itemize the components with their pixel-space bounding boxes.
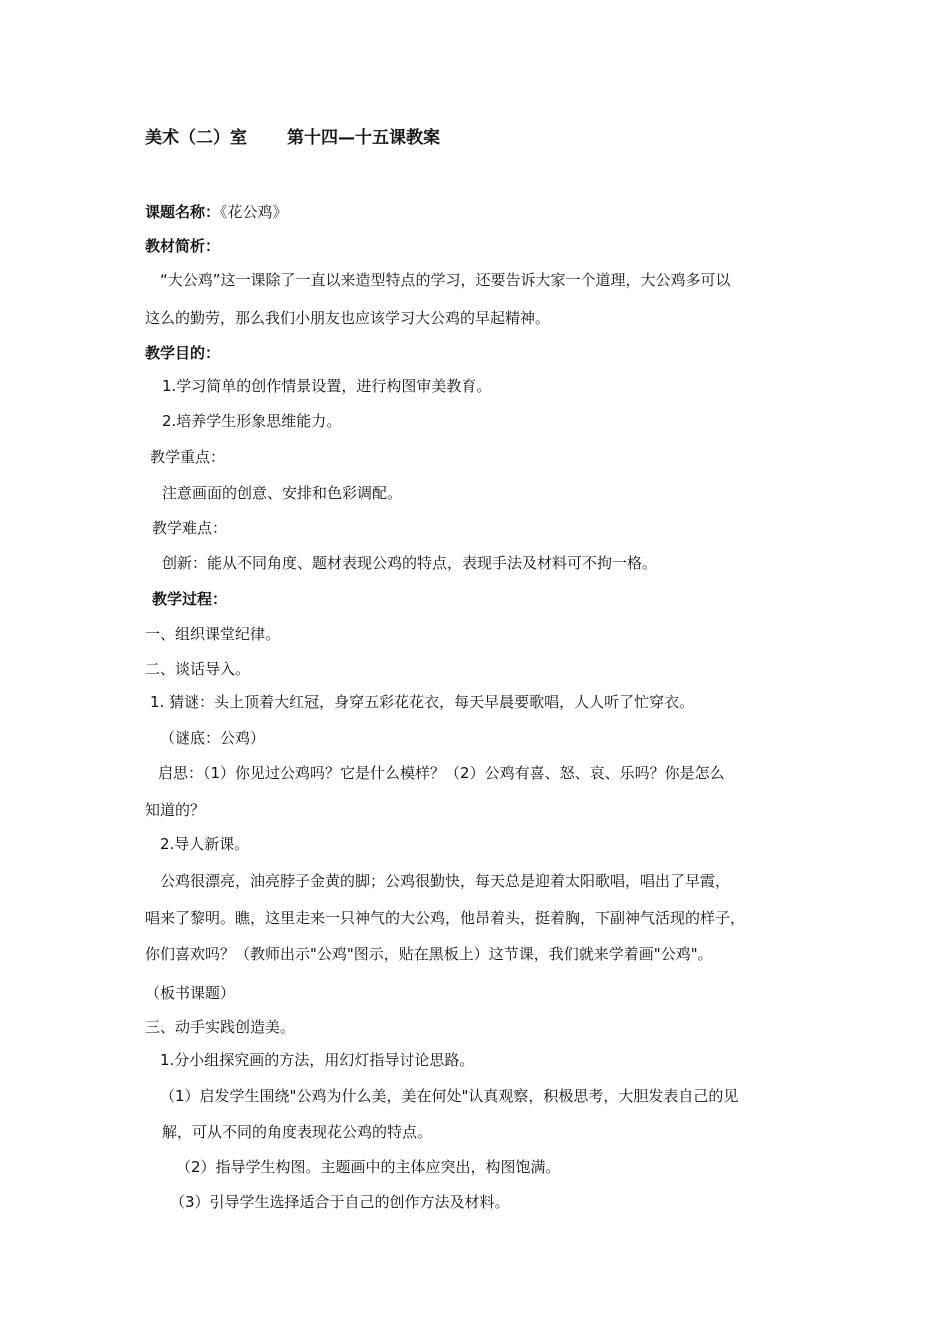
riddle: 1. 猜谜：头上顶着大红冠，身穿五彩花花衣，每天早晨要歌唱，人人听了忙穿衣。: [150, 693, 695, 711]
goals-label: 教学目的：: [145, 344, 221, 362]
analysis-line-2: 这么的勤劳，那么我们小朋友也应该学习大公鸡的早起精神。: [145, 309, 551, 327]
title-lesson: 第十四—十五课教案: [287, 128, 440, 148]
sub-item-1-line-2: 解，可从不同的角度表现花公鸡的特点。: [162, 1123, 433, 1141]
analysis-label: 教材简析：: [145, 237, 221, 255]
board-note: （板书课题）: [145, 984, 236, 1002]
goal-item-2: 2.培养学生形象思维能力。: [162, 412, 342, 430]
group-item: 1.分小组探究画的方法，用幻灯指导讨论思路。: [160, 1051, 475, 1069]
process-label: 教学过程：: [152, 590, 228, 608]
paragraph-line-1: 公鸡很漂亮，油亮脖子金黄的脚；公鸡很勤快，每天总是迎着太阳歌唱，唱出了早霞，: [160, 872, 731, 890]
goal-item-1: 1.学习简单的创作情景设置，进行构图审美教育。: [162, 377, 492, 395]
title-room: 美术（二）室: [145, 128, 247, 148]
key-point-text: 注意画面的创意、安排和色彩调配。: [162, 484, 403, 502]
analysis-line-1: “大公鸡”这一课除了一直以来造型特点的学习，还要告诉大家一个道理，大公鸡多可以: [160, 271, 731, 289]
step-1: 一、组织课堂纪律。: [145, 625, 281, 643]
inspire-line-1: 启思：（1）你见过公鸡吗？它是什么模样？（2）公鸡有喜、怒、哀、乐吗？你是怎么: [158, 764, 725, 782]
paragraph-line-2: 唱来了黎明。瞧，这里走来一只神气的大公鸡，他昂着头，挺着胸，下副神气活现的样子，: [145, 909, 746, 927]
topic-label: 课题名称：: [145, 203, 221, 221]
topic-value: 《花公鸡》: [220, 203, 288, 221]
difficulty-text: 创新：能从不同角度、题材表现公鸡的特点，表现手法及材料可不拘一格。: [162, 554, 658, 572]
intro-item: 2.导人新课。: [160, 835, 250, 853]
sub-item-3: （3）引导学生选择适合于自己的创作方法及材料。: [170, 1193, 510, 1211]
sub-item-2: （2）指导学生构图。主题画中的主体应突出，构图饱满。: [176, 1158, 561, 1176]
riddle-answer: （谜底：公鸡）: [160, 729, 266, 747]
inspire-line-2: 知道的？: [145, 801, 206, 819]
step-2: 二、谈话导入。: [145, 660, 251, 678]
step-3: 三、动手实践创造美。: [145, 1018, 296, 1036]
page-title: [145, 128, 440, 148]
paragraph-line-3: 你们喜欢吗？（教师出示"公鸡"图示，贴在黑板上）这节课，我们就来学着画"公鸡"。: [145, 945, 713, 963]
key-point-label: 教学重点：: [150, 448, 226, 466]
topic-line: [145, 202, 288, 222]
sub-item-1-line-1: （1）启发学生围绕"公鸡为什么美，美在何处"认真观察，积极思考，大胆发表自己的见: [160, 1087, 739, 1105]
difficulty-label: 教学难点：: [152, 519, 228, 537]
